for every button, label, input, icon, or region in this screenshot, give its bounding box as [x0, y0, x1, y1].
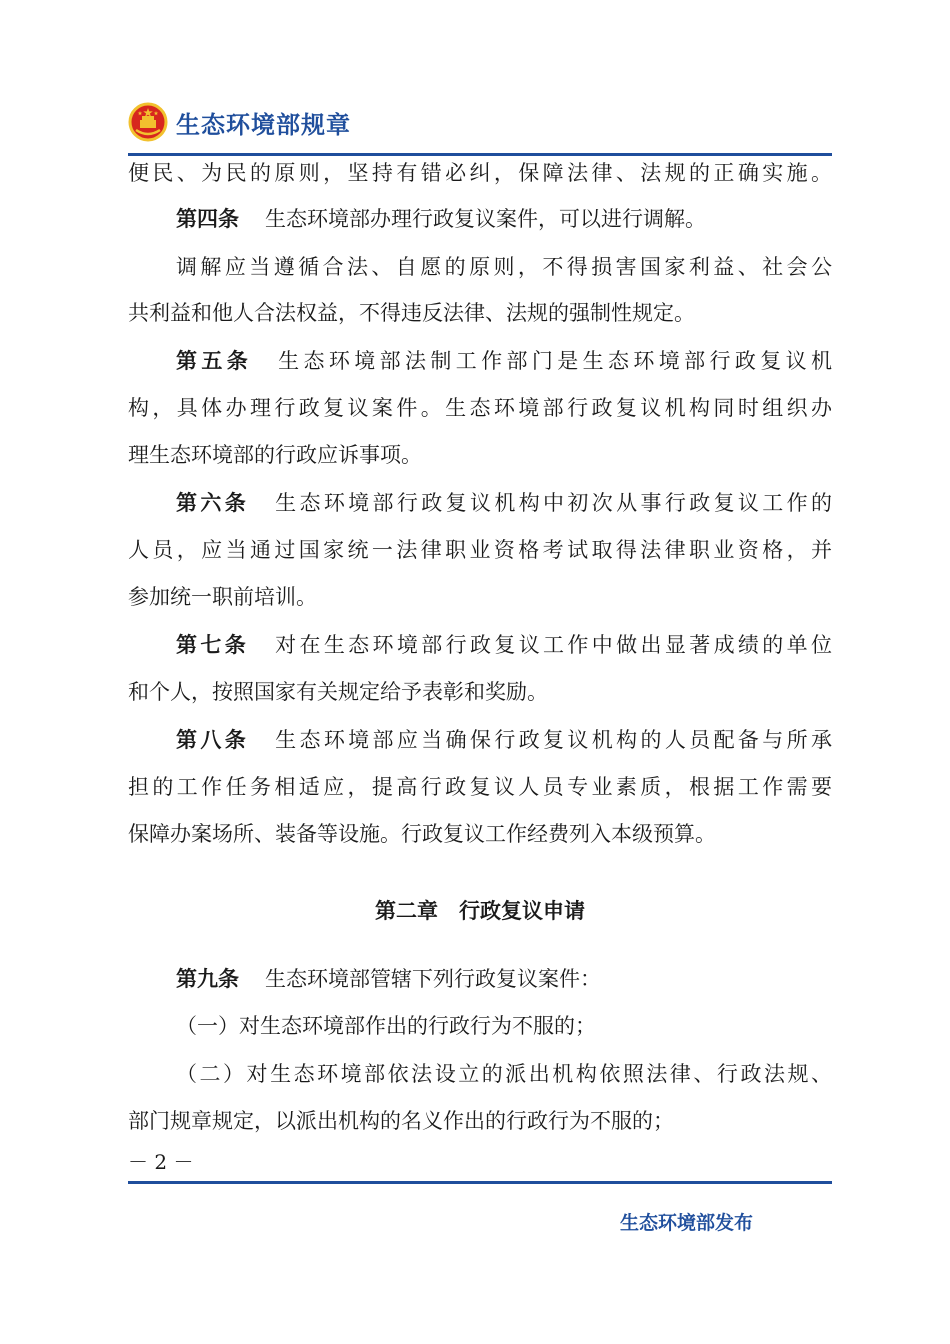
- article-5: [176, 346, 832, 376]
- paragraph-line: 和个人，按照国家有关规定给予表彰和奖励。: [128, 680, 548, 704]
- article-text: 生态环境部管辖下列行政复议案件：: [265, 967, 601, 991]
- paragraph-line: 部门规章规定，以派出机构的名义作出的行政行为不服的；: [128, 1109, 674, 1133]
- paragraph-line: 便民、为民的原则，坚持有错必纠，保障法律、法规的正确实施。: [128, 161, 832, 185]
- article-number: 第六条: [176, 491, 250, 515]
- paragraph-line: 人员，应当通过国家统一法律职业资格考试取得法律职业资格，并: [128, 538, 832, 562]
- footer-divider: [128, 1181, 832, 1184]
- article-text: 生态环境部行政复议机构中初次从事行政复议工作的: [275, 491, 833, 515]
- header-divider: [128, 153, 832, 156]
- chapter-heading: 第二章 行政复议申请: [375, 899, 585, 923]
- article-number: 第九条: [176, 967, 239, 991]
- article-7: [176, 630, 832, 660]
- article-8: [176, 725, 832, 755]
- article-number: 第八条: [176, 728, 250, 752]
- paragraph-line: 构，具体办理行政复议案件。生态环境部行政复议机构同时组织办: [128, 396, 832, 420]
- paragraph-line: 调解应当遵循合法、自愿的原则，不得损害国家利益、社会公: [176, 255, 832, 279]
- list-item: （一）对生态环境部作出的行政行为不服的；: [176, 1014, 596, 1038]
- footer-publisher: 生态环境部发布: [620, 1212, 754, 1234]
- article-text: 生态环境部办理行政复议案件，可以进行调解。: [265, 207, 706, 231]
- article-number: 第五条: [176, 349, 253, 373]
- article-4: [176, 204, 832, 234]
- article-number: 第四条: [176, 207, 239, 231]
- article-text: 生态环境部法制工作部门是生态环境部行政复议机: [278, 349, 832, 373]
- article-number: 第七条: [176, 633, 250, 657]
- paragraph-line: 理生态环境部的行政应诉事项。: [128, 443, 422, 467]
- paragraph-line: 保障办案场所、装备等设施。行政复议工作经费列入本级预算。: [128, 822, 716, 846]
- article-text: 对在生态环境部行政复议工作中做出显著成绩的单位: [275, 633, 833, 657]
- header-title: 生态环境部规章: [176, 110, 351, 139]
- paragraph-line: 参加统一职前培训。: [128, 585, 317, 609]
- paragraph-line: 共利益和他人合法权益，不得违反法律、法规的强制性规定。: [128, 301, 695, 325]
- paragraph-line: 担的工作任务相适应，提高行政复议人员专业素质，根据工作需要: [128, 775, 832, 799]
- page-header: [128, 100, 351, 144]
- page-number: － 2 －: [128, 1150, 194, 1174]
- national-emblem-icon: [128, 102, 168, 142]
- article-text: 生态环境部应当确保行政复议机构的人员配备与所承: [275, 728, 833, 752]
- article-9: [176, 964, 832, 994]
- article-6: [176, 488, 832, 518]
- list-item: （二）对生态环境部依法设立的派出机构依照法律、行政法规、: [176, 1062, 832, 1086]
